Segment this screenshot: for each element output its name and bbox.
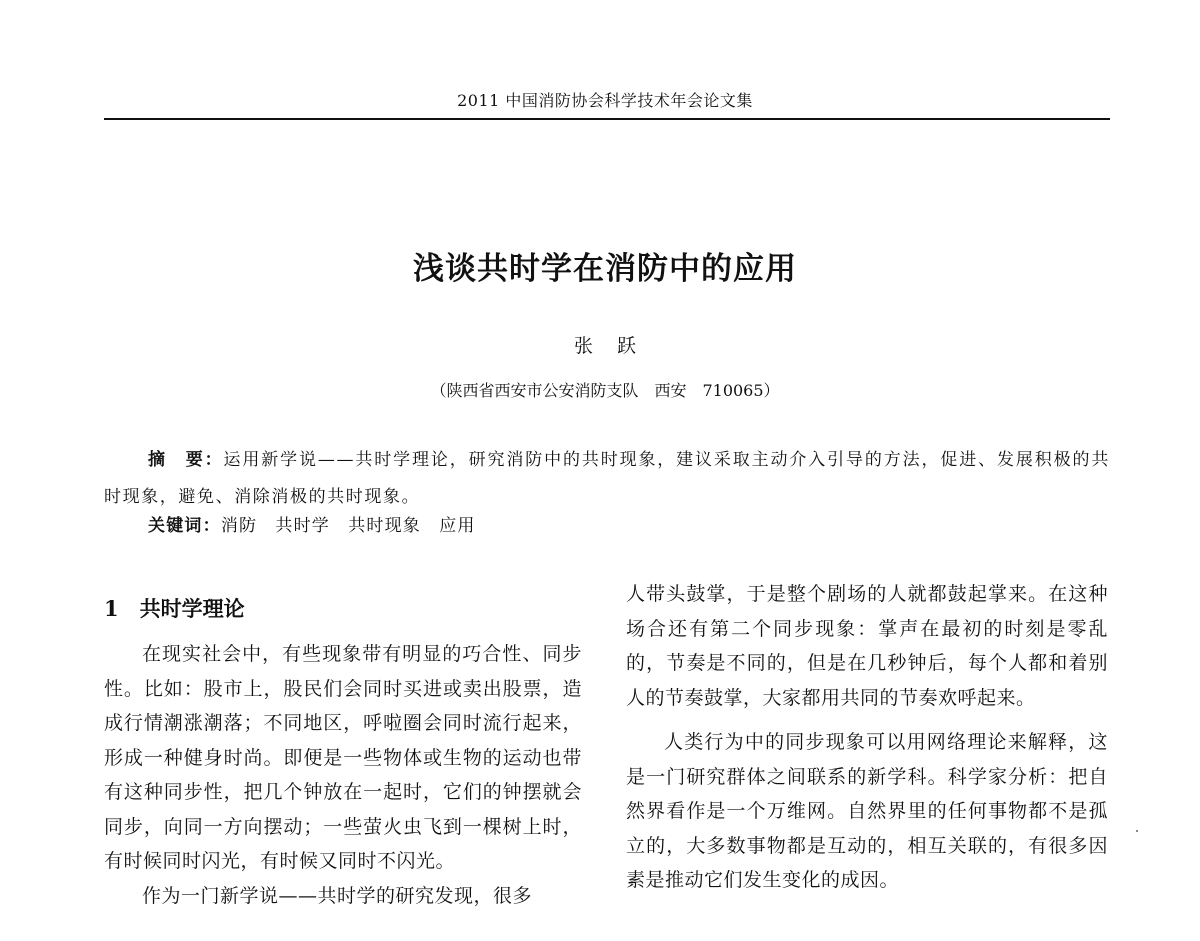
running-header: 2011 中国消防协会科学技术年会论文集 xyxy=(457,91,753,110)
body-paragraph: 在现实社会中，有些现象带有明显的巧合性、同步性。比如：股市上，股民们会同时买进或卖出股票，造成行情潮涨潮落；不同地区，呼啦圈会同时流行起来，形成一种健身时尚。即便是一些物体或生物的运动也带有这种同步性，把几个钟放在一起时，它们的钟摆就会同步，向同一方向摆动；一些萤火虫飞到一棵树上时，有时候同时闪光，有时候又同时不闪光。 xyxy=(104,643,582,872)
body-paragraph: 人带头鼓掌，于是整个剧场的人就都鼓起掌来。在这种场合还有第二个同步现象：掌声在最初的时刻是零乱的，节奏是不同的，但是在几秒钟后，每个人都和着别人的节奏鼓掌，大家都用共同的节奏欢呼起来。 xyxy=(626,583,1108,709)
body-paragraph: 人类行为中的同步现象可以用网络理论来解释，这是一门研究群体之间联系的新学科。科学家分析：把自然界看作是一个万维网。自然界里的任何事物都不是孤立的，大多数事物都是互动的，相互关联的，有很多因素是推动它们发生变化的成因。 xyxy=(626,731,1108,891)
keywords xyxy=(148,508,476,545)
author-name: 张跃 xyxy=(573,335,660,357)
left-column xyxy=(104,580,582,913)
right-column xyxy=(626,577,1108,898)
author-affiliation: （陕西省西安市公安消防支队 西安 710065） xyxy=(430,381,780,400)
body-paragraph: 作为一门新学说——共时学的研究发现，很多 xyxy=(142,884,533,907)
abstract-text: 运用新学说——共时学理论，研究消防中的共时现象，建议采取主动介入引导的方法，促进、发展积极的共时现象，避免、消除消极的共时现象。 xyxy=(104,450,1110,507)
keywords-label: 关键词： xyxy=(148,516,221,536)
scan-speck xyxy=(1136,830,1138,832)
article-title: 浅谈共时学在消防中的应用 xyxy=(413,251,797,287)
section-heading: 1 共时学理论 xyxy=(104,596,245,621)
header-rule xyxy=(104,118,1110,120)
abstract-label: 摘 要： xyxy=(148,450,224,470)
abstract xyxy=(104,442,1110,516)
keywords-text: 消防 共时学 共时现象 应用 xyxy=(220,516,476,536)
